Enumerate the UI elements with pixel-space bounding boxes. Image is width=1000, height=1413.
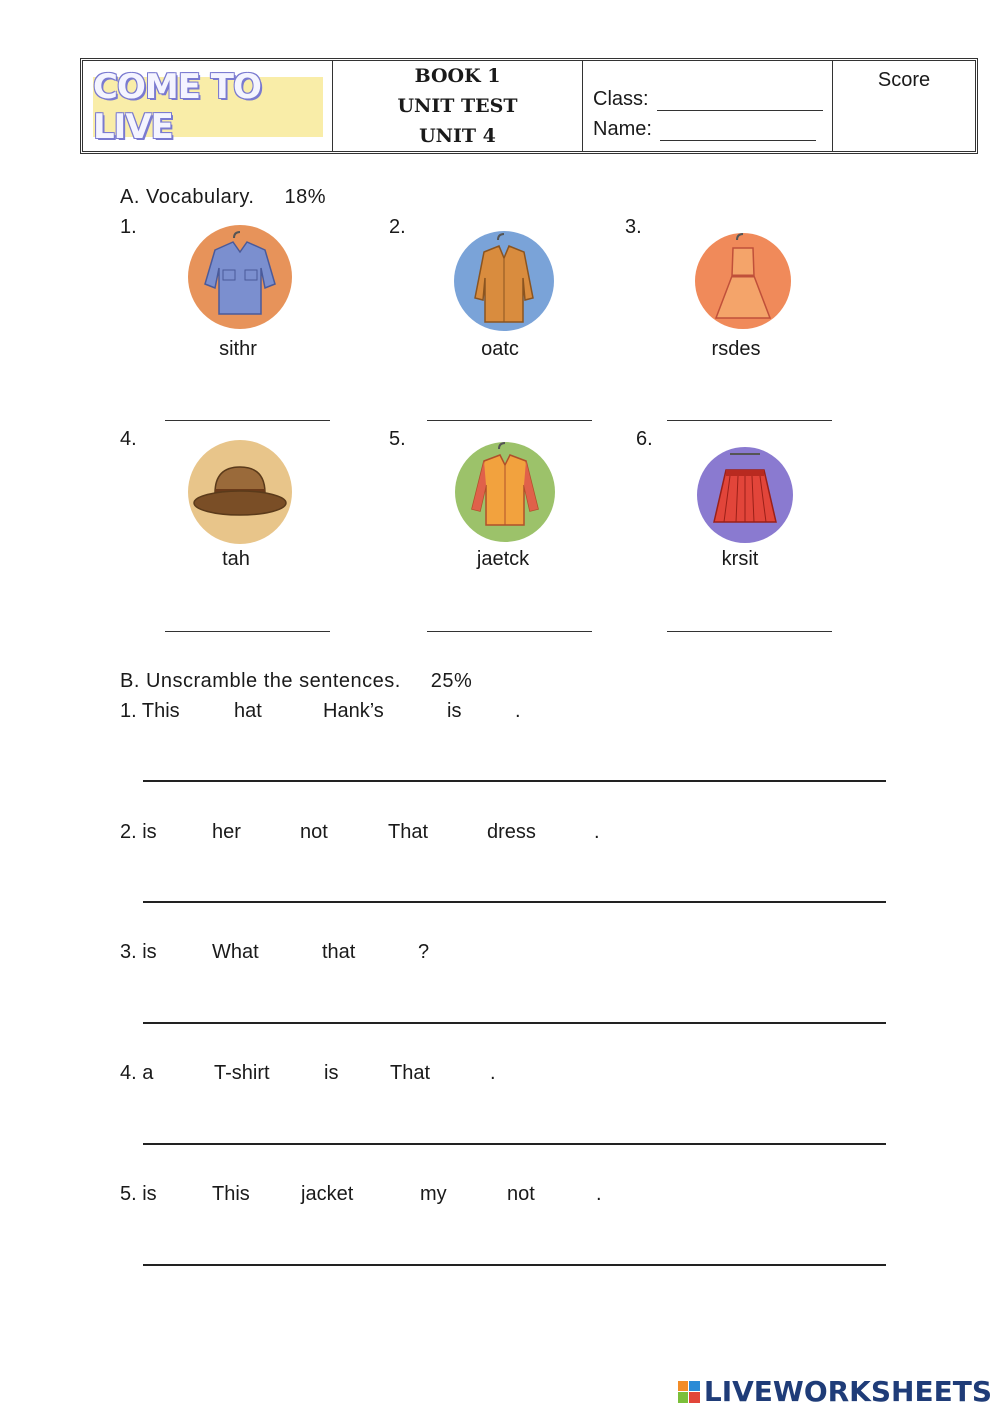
hat-icon xyxy=(185,437,295,547)
scrambled-word: is xyxy=(324,1062,339,1084)
vocab-answer-line-1[interactable] xyxy=(165,420,330,421)
scrambled-word: That xyxy=(388,821,429,843)
vocab-number-2: 2. xyxy=(389,216,406,238)
class-field[interactable] xyxy=(657,90,823,111)
header-table xyxy=(80,58,978,154)
scrambled-word: jacket xyxy=(301,1183,354,1205)
vocab-answer-line-3[interactable] xyxy=(667,420,832,421)
vocab-word-6: krsit xyxy=(721,548,759,570)
come-to-live-logo xyxy=(93,67,323,147)
vocabulary-section-title xyxy=(120,186,326,209)
scrambled-word: 5. is xyxy=(120,1183,157,1205)
scrambled-word: . xyxy=(596,1183,602,1205)
scrambled-word: her xyxy=(212,821,241,843)
shirt-icon xyxy=(185,222,295,332)
scrambled-word: That xyxy=(390,1062,431,1084)
scrambled-word: T-shirt xyxy=(214,1062,270,1084)
unscramble-title: B. Unscramble the sentences. xyxy=(120,670,401,692)
dress-icon xyxy=(688,226,798,336)
vocab-number-1: 1. xyxy=(120,216,137,238)
scrambled-word: . xyxy=(594,821,600,843)
scrambled-word: . xyxy=(490,1062,496,1084)
name-field[interactable] xyxy=(660,120,816,141)
answer-line-2[interactable] xyxy=(143,901,886,903)
scrambled-word: is xyxy=(447,700,462,722)
vocab-number-3: 3. xyxy=(625,216,642,238)
answer-line-3[interactable] xyxy=(143,1022,886,1024)
unscramble-percent: 25% xyxy=(430,670,473,692)
vocab-word-1: sithr xyxy=(219,338,257,360)
scrambled-word: not xyxy=(507,1183,535,1205)
vocab-word-4: tah xyxy=(222,548,250,570)
scrambled-word: ? xyxy=(418,941,430,963)
logo-text: COME TO LIVE xyxy=(93,67,261,147)
scrambled-word: 3. is xyxy=(120,941,157,963)
vocabulary-title: A. Vocabulary. xyxy=(120,186,255,208)
vocab-answer-line-5[interactable] xyxy=(427,631,592,632)
vocab-word-2: oatc xyxy=(481,338,519,360)
unscramble-section-title xyxy=(120,670,472,693)
vocab-number-5: 5. xyxy=(389,428,406,450)
scrambled-word: 1. This xyxy=(120,700,180,722)
unit-line: UNIT 4 xyxy=(419,125,496,147)
unit-test-line: UNIT TEST xyxy=(397,95,518,117)
name-label: Name: xyxy=(593,118,652,140)
scrambled-word: What xyxy=(212,941,259,963)
student-info-cell xyxy=(583,61,833,151)
scrambled-word: hat xyxy=(234,700,262,722)
coat-icon xyxy=(449,226,559,336)
class-label: Class: xyxy=(593,88,649,110)
answer-line-4[interactable] xyxy=(143,1143,886,1145)
score-label: Score xyxy=(877,69,931,91)
score-cell xyxy=(833,61,975,151)
vocab-number-6: 6. xyxy=(636,428,653,450)
scrambled-word: dress xyxy=(487,821,536,843)
vocab-number-4: 4. xyxy=(120,428,137,450)
vocab-word-3: rsdes xyxy=(711,338,761,360)
skirt-icon xyxy=(690,440,800,550)
book-line: BOOK 1 xyxy=(414,65,501,87)
liveworksheets-logo-icon xyxy=(678,1381,700,1403)
scrambled-word: my xyxy=(420,1183,447,1205)
vocab-answer-line-6[interactable] xyxy=(667,631,832,632)
scrambled-word: This xyxy=(212,1183,250,1205)
scrambled-word: that xyxy=(322,941,356,963)
answer-line-5[interactable] xyxy=(143,1264,886,1266)
scrambled-word: Hank’s xyxy=(323,700,384,722)
vocab-answer-line-4[interactable] xyxy=(165,631,330,632)
vocab-answer-line-2[interactable] xyxy=(427,420,592,421)
scrambled-word: 2. is xyxy=(120,821,157,843)
brand-text: LIVEWORKSHEETS xyxy=(703,1375,992,1408)
scrambled-word: not xyxy=(300,821,328,843)
scrambled-word: . xyxy=(515,700,521,722)
test-title-cell xyxy=(333,61,583,151)
vocabulary-percent: 18% xyxy=(284,186,327,208)
logo-cell xyxy=(83,61,333,151)
vocab-word-5: jaetck xyxy=(476,548,530,570)
liveworksheets-brand[interactable] xyxy=(678,1375,992,1408)
answer-line-1[interactable] xyxy=(143,780,886,782)
scrambled-word: 4. a xyxy=(120,1062,154,1084)
jacket-icon xyxy=(450,437,560,547)
